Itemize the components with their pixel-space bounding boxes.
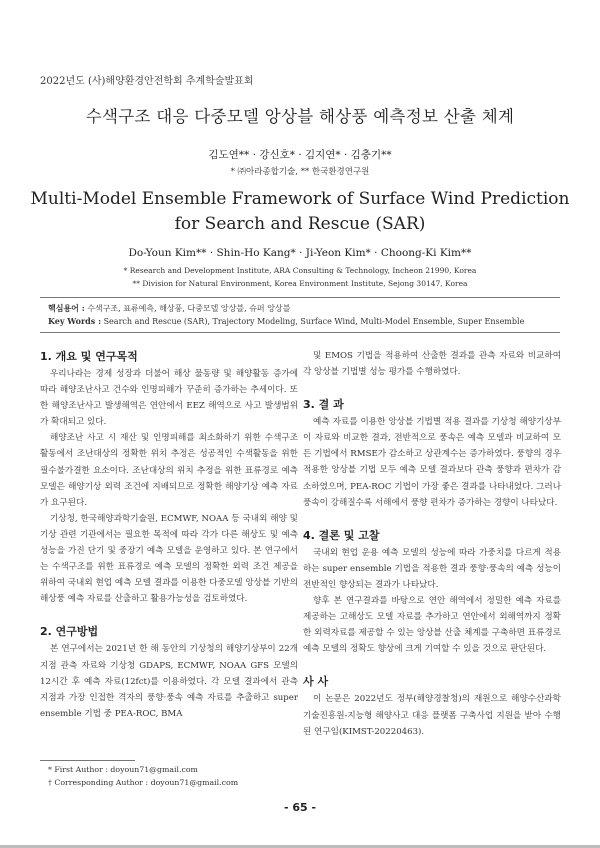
footnote-rule <box>40 760 135 761</box>
affiliation-english-1: * Research and Development Institute, ARA Consulting & Technology, Incheon 21990, Korea <box>123 266 477 275</box>
title-english <box>0 187 600 237</box>
keywords-korean-text: 수색구조, 표류예측, 해상풍, 다중모델 앙상블, 슈퍼 앙상블 <box>87 304 291 313</box>
conference-header: 2022년도 (사)해양환경안전학회 추계학술발표회 <box>40 76 254 87</box>
authors-english: Do-Youn Kim** · Shin-Ho Kang* · Ji-Yeon Kim* · Choong-Ki Kim** <box>128 247 472 259</box>
section-1-paragraph-3: 기상청, 한국해양과학기술원, ECMWF, NOAA 등 국내외 해양 및 기상 관련 기관에서는 필요한 목적에 따라 각가 다른 해상도 및 예측 성능을 가진 단기 및 중장기 예측 모델을 운영하고 있다. 본 연구에서는 수색구조를 위한 표류경로 예측 모델의 정확한 외력 조건 제공을 위하여 국내외 현업 예측 모델 결과를 이용한 다중모델 앙상블 기반의 해상풍 예측 자료를 산출하고 활용가능성을 검토하였다. <box>40 513 298 605</box>
section-1-heading: 1. 개요 및 연구목적 <box>40 350 138 363</box>
section-3-heading: 3. 결 과 <box>303 398 344 412</box>
left-column <box>40 348 298 722</box>
title-korean: 수색구조 대응 다중모델 앙상블 해상풍 예측정보 산출 체계 <box>85 107 515 126</box>
keywords-english-label: Key Words : <box>48 316 102 326</box>
affiliation-english-2: ** Division for Natural Environment, Korea Environment Institute, Sejong 30147, Korea <box>132 279 468 288</box>
acknowledgement-heading: 사 사 <box>303 675 329 689</box>
footnote-corresponding-author: † Corresponding Author : doyoun71@gmail.com <box>48 778 239 787</box>
keywords-english-text: Search and Rescue (SAR), Trajectory Modeling, Surface Wind, Multi-Model Ensemble, Super Ensemble <box>103 317 525 326</box>
keywords-english <box>48 316 524 326</box>
footnote-first-author: * First Author : doyoun71@gmail.com <box>48 765 198 774</box>
affiliation-korean: * ㈜아라종합기술, ** 한국환경연구원 <box>230 167 370 177</box>
section-4-paragraph-1: 국내외 현업 운용 예측 모델의 성능에 따라 가중치를 다르게 적용하는 super ensemble 기법을 적용한 결과 풍향·풍속의 예측 성능이 전반적인 향상되는 결과가 나타났다. <box>303 547 561 590</box>
keywords-korean <box>48 303 290 314</box>
page-number: - 65 - <box>283 801 317 814</box>
keywords-top-rule <box>40 297 560 298</box>
section-2-continued: 및 EMOS 기법을 적용하여 산출한 결과를 관측 자료와 비교하여 각 앙상블 기법별 성능 평가를 수행하였다. <box>303 351 561 378</box>
keywords-korean-label: 핵심용어 : <box>48 303 85 313</box>
title-english-line2: for Search and Rescue (SAR) <box>174 214 426 234</box>
section-2-paragraph-1: 본 연구에서는 2021년 한 해 동안의 기상청의 해양기상부이 22개 지점 관측 자료와 기상청 GDAPS, ECMWF, NOAA GFS 모델의 12시간 후 예측 자료(12fct)를 이용하였다. 각 모델 결과에서 관측 지점과 가장 인접한 격자의 풍향·풍속 예측 자료를 추출하고 super ensemble 기법 중 PEA-ROC, BMA <box>40 644 298 719</box>
section-2-heading: 2. 연구방법 <box>40 625 99 639</box>
keywords-bottom-rule <box>40 332 560 333</box>
section-1-paragraph-2: 해양조난 사고 시 재산 및 인명피해를 최소화하기 위한 수색구조 활동에서 조난대상의 정확한 위치 추정은 성공적인 수색활동을 위한 필수불가결한 요소이다. 조난대상의 위치 추정을 위한 표류경로 예측 모델은 해양기상 외력 조건에 지배되므로 정확한 해양기상 예측 자료가 요구된다. <box>40 433 298 508</box>
section-4-heading: 4. 결론 및 고찰 <box>303 528 380 542</box>
section-1-paragraph-1: 우리나라는 경제 성장과 더불어 해상 물동량 및 해양활동 증가에 따라 해양조난사고 건수와 인명피해가 꾸준히 증가하는 추세이다. 또한 해양조난사고 발생해역은 연안에서 EEZ 해역으로 사고 발생범위가 확대되고 있다. <box>40 369 298 428</box>
authors-korean: 김도연** · 강신호* · 김지연* · 김충기** <box>208 149 392 161</box>
section-3-paragraph-1: 예측 자료를 이용한 앙상블 기법별 적용 결과를 기상청 해양기상부이 자료와 비교한 결과, 전반적으로 풍속은 예측 모델과 비교하여 모든 기법에서 RMSE가 감소하고 상관계수는 증가하였다. 풍향의 경우 적용한 앙상블 기법 모두 예측 모델 결과보다 관측 풍향과 편차가 감소하였으며, PEA-ROC 기법이 가장 좋은 결과를 나타내었다. 그러나 풍속이 강해질수록 서해에서 풍향 편차가 증가하는 경향이 나타났다. <box>303 417 561 508</box>
section-4-paragraph-2: 향후 본 연구결과를 바탕으로 연안 해역에서 정밀한 예측 자료를 제공하는 고해상도 모델 자료를 추가하고 연안에서 외해역까지 정확한 외력자료를 제공할 수 있는 앙상블 산출 체계를 구축하면 표류경로 예측 모델의 정확도 향상에 크게 기여할 수 있을 것으로 판단된다. <box>303 596 561 655</box>
acknowledgement-paragraph: 이 논문은 2022년도 정부(해양경찰청)의 재원으로 해양수산과학기술진흥원-지능형 해양사고 대응 플랫폼 구축사업 지원을 받아 수행된 연구임(KIMST-20220463). <box>303 694 561 737</box>
title-english-line1: Multi-Model Ensemble Framework of Surface Wind Prediction <box>30 189 570 209</box>
right-column <box>303 348 561 740</box>
